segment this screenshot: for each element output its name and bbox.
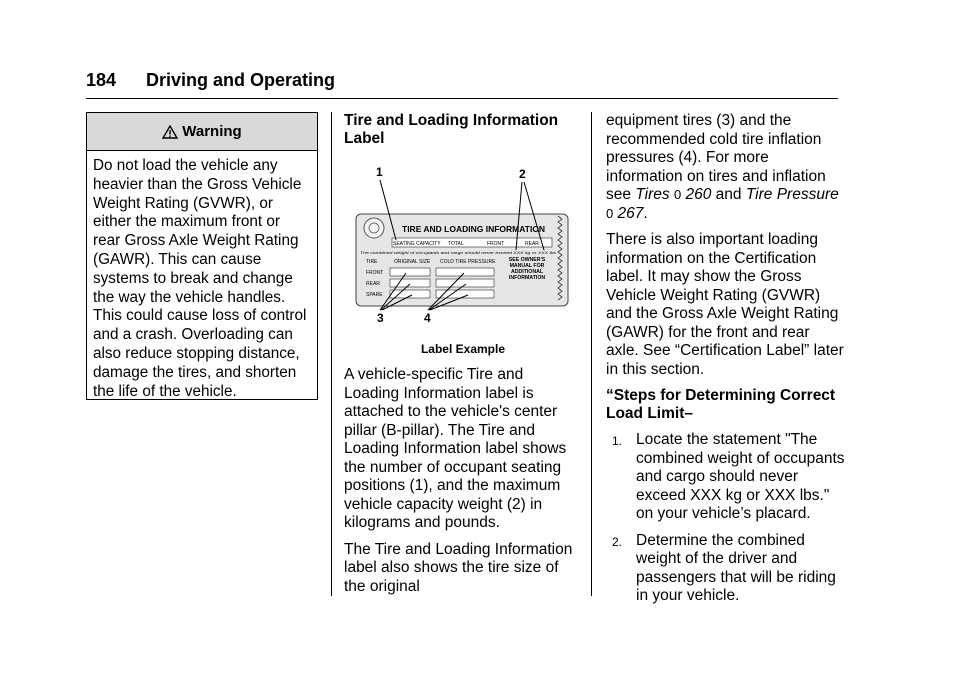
text-period: . <box>643 204 648 222</box>
paragraph-certification: There is also important loading information on the Certification label. It may show the Gross Vehicle Weight Rating (GVWR) and the Gross Axle Weight Rating (GAWR) for the front and rear axle. See “Certification Label” later in this section. <box>606 231 844 378</box>
step-number: 1. <box>612 434 623 448</box>
header-rule <box>86 98 838 99</box>
text-fragment: equipment tires (3) and the recommended cold tire inflation pressures (4). For more information on tires and inflation see <box>606 112 826 203</box>
xref-tires-page[interactable]: 260 <box>685 186 712 203</box>
steps-heading: “Steps for Determining Correct Load Limit– <box>606 387 836 422</box>
label-weight-statement: The combined weight of occupants and cargo should never exceed XXX kg or XXX lbs <box>360 250 556 255</box>
figure-caption: Label Example <box>420 342 506 356</box>
label-col-tire: TIRE <box>366 259 378 265</box>
step-text: Locate the statement "The combined weight of occupants and cargo should never exceed XXX kg or XXX lbs." on your vehicle’s placard. <box>636 431 845 522</box>
warning-title: Warning <box>182 123 242 140</box>
xref-tire-pressure-link[interactable]: Tire Pressure <box>745 186 839 203</box>
section-title: Driving and Operating <box>146 70 336 90</box>
xref-tires-link[interactable]: Tires <box>635 186 670 203</box>
warning-text: Do not load the vehicle any heavier than the Gross Vehicle Weight Rating (GVWR), or either the maximum front or rear Gross Axle Weight Rating (GAWR). This can cause systems to break and change the way the vehicle handles. This could cause loss of control and a crash. Overloading can also reduce stopping distance, damage the tires, and shorten the life of the vehicle. <box>93 157 307 400</box>
column-divider-2 <box>591 112 592 596</box>
steps-list <box>606 431 846 606</box>
callout-3: 3 <box>377 311 384 325</box>
label-title: TIRE AND LOADING INFORMATION <box>402 224 546 234</box>
paragraph-tire-size: The Tire and Loading Information label also shows the tire size of the original <box>344 540 573 595</box>
label-see-owners-manual: SEE OWNER'S MANUAL FOR ADDITIONAL INFORMATION <box>508 257 546 281</box>
callout-1: 1 <box>376 165 383 179</box>
xref-tire-pressure-page[interactable]: 267 <box>617 204 644 222</box>
label-rear: REAR <box>525 241 539 247</box>
column-3 <box>606 112 846 614</box>
column-divider-1 <box>331 112 332 596</box>
tire-symbol-icon <box>364 218 384 238</box>
callout-2: 2 <box>519 167 526 181</box>
tire-label-figure <box>344 156 582 336</box>
column-2 <box>344 112 582 604</box>
label-row-front: FRONT <box>366 270 384 276</box>
text-and: and <box>711 186 746 203</box>
callout-4: 4 <box>424 311 431 325</box>
warning-title-bar <box>87 113 317 151</box>
label-col-original-size: ORIGINAL SIZE <box>394 259 431 265</box>
page-header <box>86 70 335 91</box>
paragraph-tires-inflation <box>606 112 846 223</box>
warning-triangle-icon <box>162 125 178 139</box>
label-col-cold-tire-pressure: COLD TIRE PRESSURE <box>440 259 496 265</box>
label-total: TOTAL <box>448 241 464 247</box>
warning-box <box>86 112 318 400</box>
page-ref-icon-2: 0 <box>606 205 614 221</box>
section-heading-tire-label: Tire and Loading Information Label <box>344 112 559 147</box>
label-row-spare: SPARE <box>366 292 383 298</box>
page-number: 184 <box>86 70 117 90</box>
paragraph-label-location: A vehicle-specific Tire and Loading Information label is attached to the vehicle's center pillar (B-pillar). The Tire and Loading Information label shows the number of occupant seating positions (1), and the maximum vehicle capacity weight (2) in kilograms and pounds. <box>344 366 567 531</box>
step-number: 2. <box>612 534 623 549</box>
page-ref-icon: 0 <box>673 187 682 202</box>
list-item <box>606 431 846 524</box>
label-seating-capacity: SEATING CAPACITY <box>393 241 441 247</box>
step-text: Determine the combined weight of the driver and passengers that will be riding in your vehicle. <box>636 531 836 604</box>
list-item <box>606 532 846 606</box>
label-row-rear: REAR <box>366 281 380 287</box>
label-front: FRONT <box>487 241 505 247</box>
